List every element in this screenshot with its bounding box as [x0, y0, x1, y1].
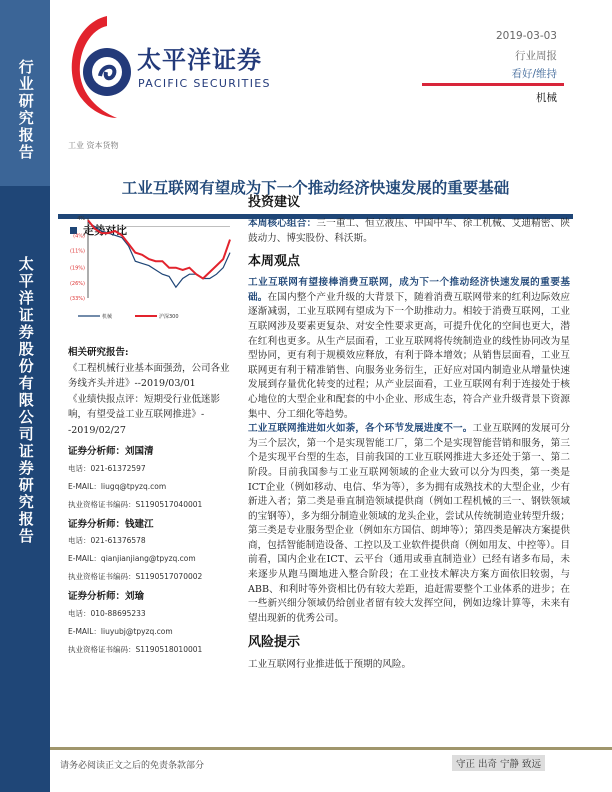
related-report-1[interactable]: 《工程机械行业基本面强劲，公司各业务线齐头并进》--2019/03/01 [68, 362, 230, 389]
footer-disclaimer: 请务必阅读正文之后的免责条款部分 [60, 761, 205, 771]
footer-divider [50, 747, 612, 750]
brand-name-cn: 太平洋证券 [137, 46, 262, 74]
report-type: 行业周报 [515, 50, 557, 62]
report-date: 2019-03-03 [495, 30, 557, 42]
invest-label: 本周核心组合： [248, 218, 317, 229]
header-divider [422, 83, 564, 86]
view-p1-text: 在国内整个产业升级的大背景下，随着消费互联网带来的红利边际效应逐渐减弱，工业互联网有望成为下一个助推动力。相较于消费互联网，工业互联网涉及要素更复杂、对安全性要求更高，可提升优化的空间也更大，潜在红利也更多。从生产层面看，工业互联网将传统制造业的线性协同改为星型协同，更有利于规模效应释放，有利于降本增效；从销售层面看，工业互联网更有利于精准销售、向服务业务衍生，正好应对国内制造业从增量快速发展到存量优化转变的过程；从产业层面看，工业互联网有利于连接处于核心地位的大型企业和配套的中小企业、形成生态，符合产业升级背景下资源集中、分工细化等趋势。 [248, 291, 571, 420]
analyst-name: 证券分析师：刘瑜 [68, 591, 145, 602]
series-line-1 [88, 220, 230, 278]
trend-chart [60, 210, 235, 325]
footer-motto: 守正 出奇 宁静 致远 [452, 755, 545, 771]
y-tick-label: (11%) [69, 248, 85, 255]
risk-heading: 风险提示 [248, 635, 301, 651]
page-title: 工业互联网有望成为下一个推动经济快速发展的重要基础 [121, 178, 510, 197]
analyst-email[interactable]: E-MAIL：qianjianjiang@tpyzq.com [68, 554, 196, 563]
related-report-2[interactable]: 《业绩快报点评：短期受行业低迷影响，有望受益工业互联网推进》--2019/02/27 [68, 393, 221, 436]
legend-label: 机械 [102, 314, 113, 320]
analyst-phone: 电话：021-61376578 [68, 536, 146, 545]
view-p1-highlight: 工业互联网有望接棒消费互联网，成为下一个推动经济快速发展的重要基础。 [248, 277, 570, 303]
analyst-email[interactable]: E-MAIL：liugq@tpyzq.com [68, 481, 167, 491]
trend-heading-text: 走势对比 [83, 224, 127, 237]
view-p2-highlight: 工业互联网推进如火如荼，各个环节发展进度不一。 [248, 423, 473, 435]
brand-name-en: PACIFIC SECURITIES [138, 77, 271, 90]
rating: 看好/维持 [511, 68, 557, 80]
invest-heading: 投资建议 [248, 195, 301, 210]
analyst-name: 证券分析师：刘国清 [68, 446, 154, 457]
y-tick-label: 4% [77, 216, 85, 222]
analyst-cert: 执业资格证书编码：S1190517070002 [68, 572, 203, 581]
y-tick-label: (33%) [69, 296, 85, 302]
industry: 机械 [536, 92, 557, 104]
sidebar-top-text: 行业研究报告 [16, 59, 35, 161]
analyst-phone: 电话：021-61372597 [68, 463, 146, 473]
risk-text: 工业互联网行业推进低于预期的风险。 [248, 659, 412, 671]
sidebar-bottom-text: 太平洋证券股份有限公司证券研究报告 [16, 255, 35, 545]
legend-label: 沪深300 [159, 314, 179, 320]
company-logo-icon [62, 14, 137, 124]
view-p2-text: 工业互联网的发展可分为三个层次，第一个是实现智能工厂，第二个是实现智能营销和服务，第三个是实现平台型的生态，目前我国的工业互联网推进大多还处于第一、第二阶段。目前我国参与工业互联网领域的企业大致可以分为四类，第一类是ICT企业（例如移动、电信、华为等），多为拥有成熟技术的大型企业，少有新进入者；第二类是垂直制造领域提供商（例如工程机械的三一、钢铁领域的宝钢等），多为细分制造业领域的龙头企业，尝试从传统制造业转型升级；第三类是专业服务型企业（例如东方国信、朗坤等）；第四类是解决方案提供商，包括智能制造设备、工控以及工业软件提供商（例如用友、中控等）。目前看，国内企业在ICT、云平台（通用或垂直制造业）已经有诸多布局，未来逐步从跑马圈地进入整合阶段；在工业技术解决方案方面依旧较弱，与ABB、和利时等外资相比仍有较大差距，追赶需要整个工业体系的进步；在一些新兴细分领域仍给创业者留有较大发挥空间，例如边缘计算等，未来有望出现新的优秀公司。 [248, 423, 571, 624]
breadcrumb: 工业 资本货物 [68, 141, 119, 150]
related-heading: 相关研究报告: [68, 347, 129, 358]
analyst-cert: 执业资格证书编码：S1190518010001 [68, 644, 203, 654]
view-heading: 本周观点 [248, 254, 301, 270]
y-tick-label: (4%) [73, 233, 85, 240]
y-tick-label: (26%) [69, 280, 85, 287]
analyst-phone: 电话：010-88695233 [68, 608, 146, 618]
invest-text: 三一重工、恒立液压、中国中车、徐工机械、艾迪精密、陕鼓动力、博实股份、科沃斯。 [248, 218, 571, 244]
analyst-name: 证券分析师：钱建江 [68, 518, 154, 530]
analyst-email[interactable]: E-MAIL：liuyubj@tpyzq.com [68, 626, 173, 636]
analyst-cert: 执业资格证书编码：S1190517040001 [68, 499, 203, 509]
y-tick-label: (19%) [69, 265, 85, 272]
